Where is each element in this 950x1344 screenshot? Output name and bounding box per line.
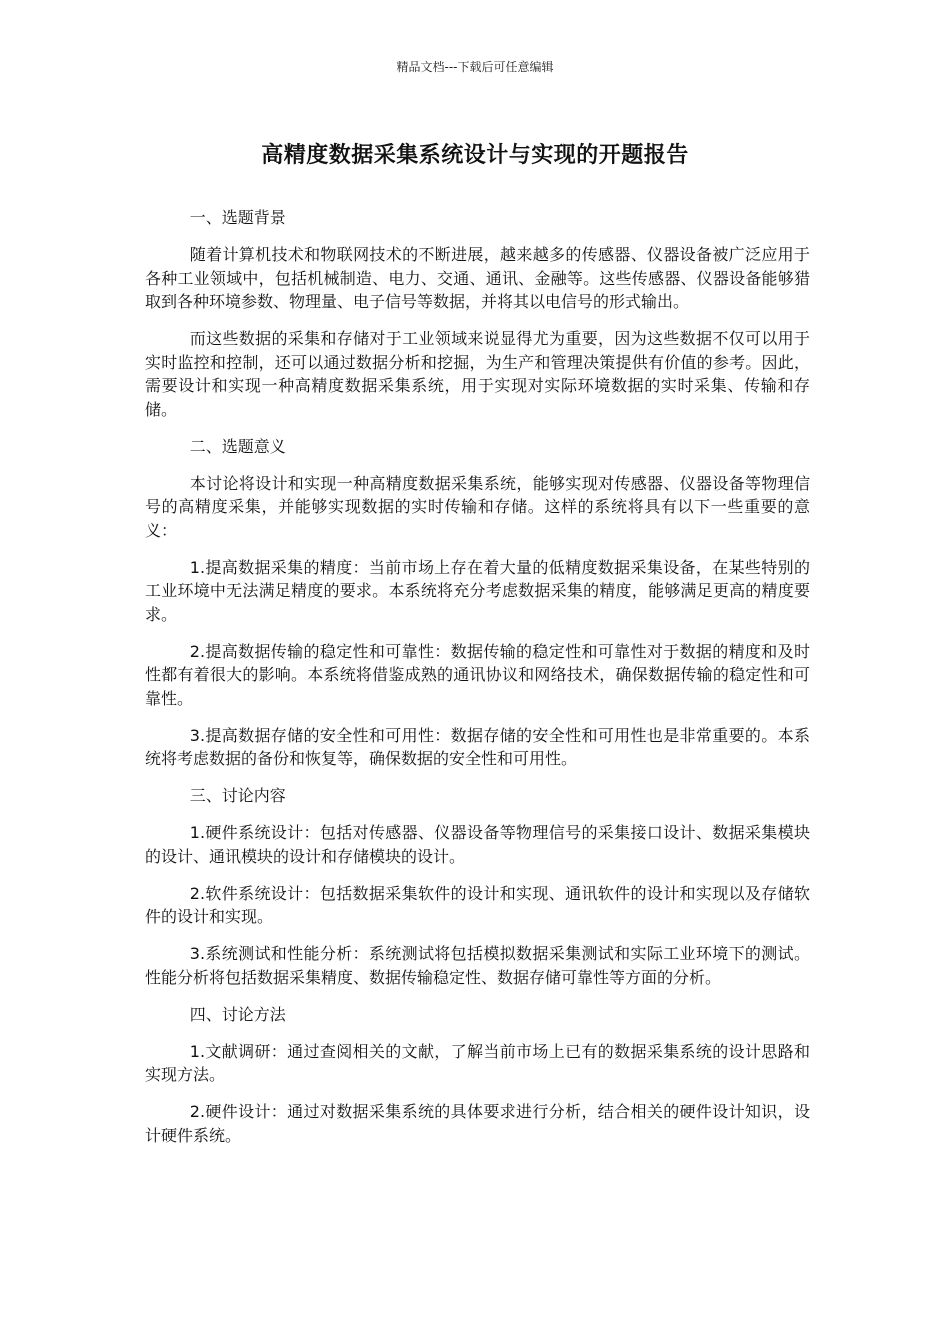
- section-heading: 四、讨论方法: [189, 1004, 286, 1024]
- section-heading: 一、选题背景: [189, 208, 286, 227]
- paragraph: 而这些数据的采集和存储对于工业领域来说显得尤为重要，因为这些数据不仅可以用于实时监控和控制，还可以通过数据分析和挖掘，为生产和管理决策提供有价值的参考。因此，需要设计和实现一种高精度数据采集系统，用于实现对实际环境数据的实时采集、传输和存储。: [145, 329, 810, 419]
- paragraph: 3.系统测试和性能分析：系统测试将包括模拟数据采集测试和实际工业环境下的测试。性能分析将包括数据采集精度、数据传输稳定性、数据存储可靠性等方面的分析。: [145, 944, 810, 987]
- paragraph: 3.提高数据存储的安全性和可用性：数据存储的安全性和可用性也是非常重要的。本系统将考虑数据的备份和恢复等，确保数据的安全性和可用性。: [145, 725, 810, 768]
- header-note: 精品文档---下载后可任意编辑: [396, 60, 554, 74]
- paragraph: 2.硬件设计：通过对数据采集系统的具体要求进行分析，结合相关的硬件设计知识，设计硬件系统。: [145, 1102, 810, 1145]
- paragraph: 随着计算机技术和物联网技术的不断进展，越来越多的传感器、仪器设备被广泛应用于各种工业领域中，包括机械制造、电力、交通、通讯、金融等。这些传感器、仪器设备能够猎取到各种环境参数、物理量、电子信号等数据，并将其以电信号的形式输出。: [145, 245, 810, 311]
- paragraph: 1.提高数据采集的精度：当前市场上存在着大量的低精度数据采集设备，在某些特别的工业环境中无法满足精度的要求。本系统将充分考虑数据采集的精度，能够满足更高的精度要求。: [145, 557, 810, 624]
- paragraph: 1.文献调研：通过查阅相关的文献，了解当前市场上已有的数据采集系统的设计思路和实现方法。: [145, 1041, 810, 1084]
- paragraph: 1.硬件系统设计：包括对传感器、仪器设备等物理信号的采集接口设计、数据采集模块的设计、通讯模块的设计和存储模块的设计。: [145, 823, 810, 866]
- paragraph: 2.提高数据传输的稳定性和可靠性：数据传输的稳定性和可靠性对于数据的精度和及时性都有着很大的影响。本系统将借鉴成熟的通讯协议和网络技术，确保数据传输的稳定性和可靠性。: [145, 641, 810, 708]
- paragraph: 本讨论将设计和实现一种高精度数据采集系统，能够实现对传感器、仪器设备等物理信号的高精度采集，并能够实现数据的实时传输和存储。这样的系统将具有以下一些重要的意义：: [145, 473, 810, 540]
- document-body: [145, 206, 810, 1161]
- section-heading: 三、讨论内容: [189, 786, 286, 805]
- paragraph: 2.软件系统设计：包括数据采集软件的设计和实现、通讯软件的设计和实现以及存储软件的设计和实现。: [145, 883, 810, 926]
- document-title: 高精度数据采集系统设计与实现的开题报告: [261, 143, 689, 168]
- section-heading: 二、选题意义: [189, 436, 286, 456]
